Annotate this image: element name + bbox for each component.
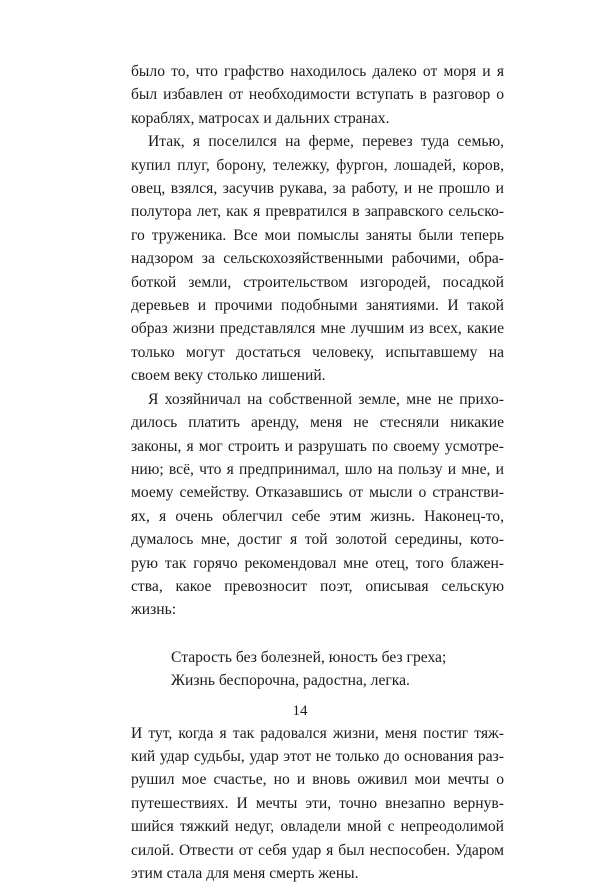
text-line: думалось мне, достиг я той золотой середины, кото- [131,531,504,549]
text-line: боткой земли, строительством изгородей, посадкой [131,273,504,291]
text-line: го труженика. Все мои помыслы заняты были теперь [131,226,504,244]
text-line: законы, я мог строить и разрушать по своему усмотре- [131,437,504,455]
text-line: кий удар судьбы, удар этот не только до основания раз- [131,747,504,765]
text-line: силой. Отвести от себя удар я был неспособен. Ударом [131,841,504,859]
text-line: ства, какое превозносит поэт, описывая сельскую [131,577,504,595]
text-line: Итак, я поселился на ферме, перевез туда семью, [148,133,504,151]
poem-quote [171,646,504,693]
text-line: надзором за сельскохозяйственными рабочими, обра- [131,250,504,268]
text-line: своем веку столько лишений. [131,367,326,385]
page-number: 14 [292,703,308,719]
paragraph-2 [131,130,504,387]
text-line: овец, взялся, засучив рукава, за работу, и не прошло и [131,180,504,198]
text-line: дилось платить аренду, меня не стесняли никакие [131,414,504,432]
text-line: этим стала для меня смерть жены. [131,865,359,882]
body-text [131,60,504,885]
text-line: деревьев и прочими подобными занятиями. И такой [131,297,504,315]
text-line: ях, я очень облегчил себе этим жизнь. Наконец-то, [131,507,504,525]
text-line: И тут, когда я так радовался жизни, меня постиг тяж- [131,724,504,742]
text-line: шийся тяжкий недуг, овладели мной с непреодолимой [131,818,504,836]
text-line: образ жизни представлялся мне лучшим из всех, какие [131,320,504,338]
text-line: жизнь: [131,601,177,619]
paragraph-4 [131,722,504,885]
text-line: кораблях, матросах и дальних странах. [131,109,390,127]
text-line: рушил мое счастье, но и вновь оживил мои мечты о [131,771,504,789]
text-line: было то, что графство находилось далеко от моря и я [131,63,504,80]
text-line: путешествиях. И мечты эти, точно внезапно вернув- [131,794,504,812]
text-line: нию; всё, что я предпринимал, шло на пользу и мне, и [131,460,504,478]
paragraph-3 [131,388,504,622]
text-line: рую так горячо рекомендовал мне отец, того блажен- [131,554,504,572]
poem-line: Старость без болезней, юность без греха; [171,648,447,666]
text-line: только могут достаться человеку, испытавшему на [131,343,504,361]
text-line: полутора лет, как я превратился в заправского сельско- [131,203,504,221]
text-line: купил плуг, борону, тележку, фургон, лошадей, коров, [131,156,504,174]
poem-line: Жизнь беспорочна, радостна, легка. [171,672,410,690]
paragraph-1 [131,60,504,130]
text-line: был избавлен от необходимости вступать в разговор о [131,86,504,104]
text-line: Я хозяйничал на собственной земле, мне не прихо- [148,390,504,408]
text-line: моему семейству. Отказавшись от мысли о странстви- [131,484,504,502]
